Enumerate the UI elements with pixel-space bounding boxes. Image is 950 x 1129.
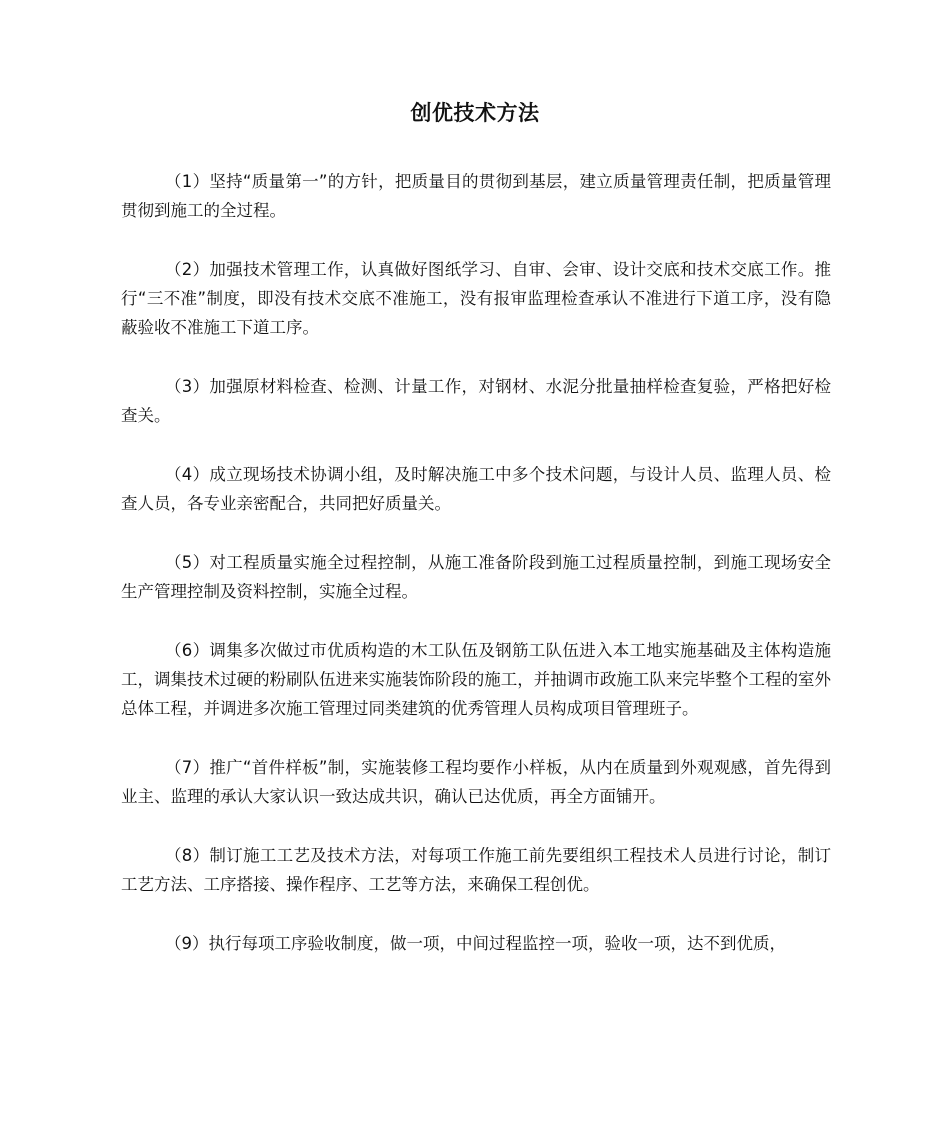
paragraph-5: （5）对工程质量实施全过程控制，从施工准备阶段到施工过程质量控制，到施工现场安全生产管理控制及资料控制，实施全过程。	[121, 553, 831, 601]
paragraph-1: （1）坚持“质量第一”的方针，把质量目的贯彻到基层，建立质量管理责任制，把质量管理贯彻到施工的全过程。	[121, 172, 831, 220]
paragraph-2: （2）加强技术管理工作，认真做好图纸学习、自审、会审、设计交底和技术交底工作。推行“三不准”制度，即没有技术交底不准施工，没有报审监理检查承认不准进行下道工序，没有隐蔽验收不准施工下道工序。	[121, 260, 831, 337]
paragraph-3: （3）加强原材料检查、检测、计量工作，对钢材、水泥分批量抽样检查复验，严格把好检查关。	[121, 377, 831, 425]
paragraph-7: （7）推广“首件样板”制，实施装修工程均要作小样板，从内在质量到外观观感，首先得到业主、监理的承认大家认识一致达成共识，确认已达优质，再全方面铺开。	[121, 758, 831, 806]
paragraph-6: （6）调集多次做过市优质构造的木工队伍及钢筋工队伍进入本工地实施基础及主体构造施工，调集技术过硬的粉刷队伍进来实施装饰阶段的施工，并抽调市政施工队来完毕整个工程的室外总体工程，并调进多次施工管理过同类建筑的优秀管理人员构成项目管理班子。	[121, 641, 831, 718]
paragraph-8: （8）制订施工工艺及技术方法，对每项工作施工前先要组织工程技术人员进行讨论，制订工艺方法、工序搭接、操作程序、工艺等方法，来确保工程创优。	[121, 846, 831, 894]
paragraph-4: （4）成立现场技术协调小组，及时解决施工中多个技术问题，与设计人员、监理人员、检查人员，各专业亲密配合，共同把好质量关。	[121, 465, 831, 513]
document-body	[121, 167, 831, 988]
page-title: 创优技术方法	[410, 101, 540, 125]
paragraph-9: （9）执行每项工序验收制度，做一项，中间过程监控一项，验收一项，达不到优质，	[165, 934, 786, 953]
